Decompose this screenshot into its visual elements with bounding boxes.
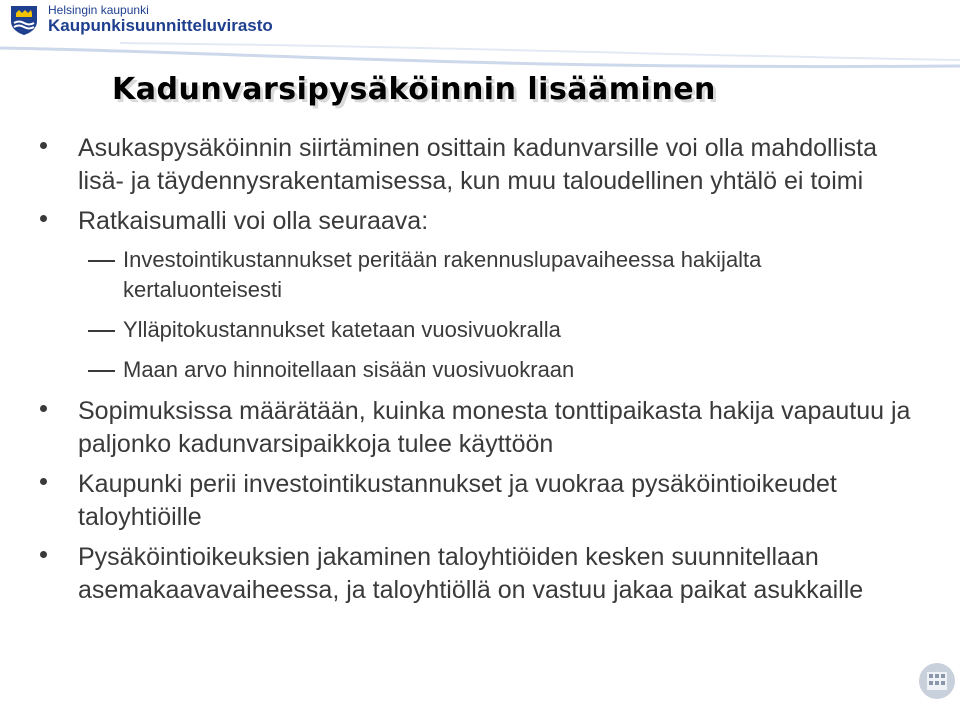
bullet-icon [40, 215, 47, 222]
bullet-icon [40, 478, 47, 485]
bullet-text: Pysäköintioikeuksien jakaminen taloyhtiöiden kesken suunnitellaan asemakaavavaiheessa, ja taloyhtiöllä on vastuu jakaa paikat asukkaille [78, 543, 864, 604]
bullet-icon [40, 405, 47, 412]
bullet-item [40, 205, 920, 238]
bullet-list [40, 132, 920, 614]
bullet-text: Ratkaisumalli voi olla seuraava: [78, 207, 429, 235]
slide-header [0, 0, 960, 70]
sub-bullet-text: Investointikustannukset peritään rakennuslupavaiheessa hakijalta kertaluonteisesti [123, 247, 762, 302]
dash-icon [88, 330, 115, 332]
dash-icon [88, 370, 115, 372]
bullet-text: Asukaspysäköinnin siirtäminen osittain kadunvarsille voi olla mahdollista lisä- ja täydennysrakentamisessa, kun muu taloudellinen yhtälö ei toimi [78, 134, 878, 195]
slide-title: Kadunvarsipysäköinnin lisääminen [112, 72, 716, 107]
bullet-item [40, 132, 920, 198]
header-wave-decoration [0, 40, 960, 70]
bullet-icon [40, 142, 47, 149]
department-name: Kaupunkisuunnitteluvirasto [48, 16, 273, 35]
bullet-icon [40, 551, 47, 558]
bullet-item [40, 541, 920, 607]
sub-bullet-text: Ylläpitokustannukset katetaan vuosivuokralla [123, 317, 561, 342]
sub-bullet-text: Maan arvo hinnoitellaan sisään vuosivuokraan [123, 357, 575, 382]
dash-icon [88, 260, 115, 262]
bullet-item [40, 468, 920, 534]
sub-bullet-item [40, 315, 920, 345]
bullet-text: Kaupunki perii investointikustannukset ja vuokraa pysäköintioikeudet taloyhtiöille [78, 470, 837, 531]
city-building-icon [918, 662, 956, 700]
helsinki-crest-icon [8, 4, 40, 36]
bullet-item [40, 395, 920, 461]
org-name: Helsingin kaupunki [48, 3, 149, 17]
bullet-text: Sopimuksissa määrätään, kuinka monesta tonttipaikasta hakija vapautuu ja paljonko kadunvarsipaikkoja tulee käyttöön [78, 397, 911, 458]
sub-bullet-item [40, 355, 920, 385]
sub-bullet-item [40, 245, 920, 305]
